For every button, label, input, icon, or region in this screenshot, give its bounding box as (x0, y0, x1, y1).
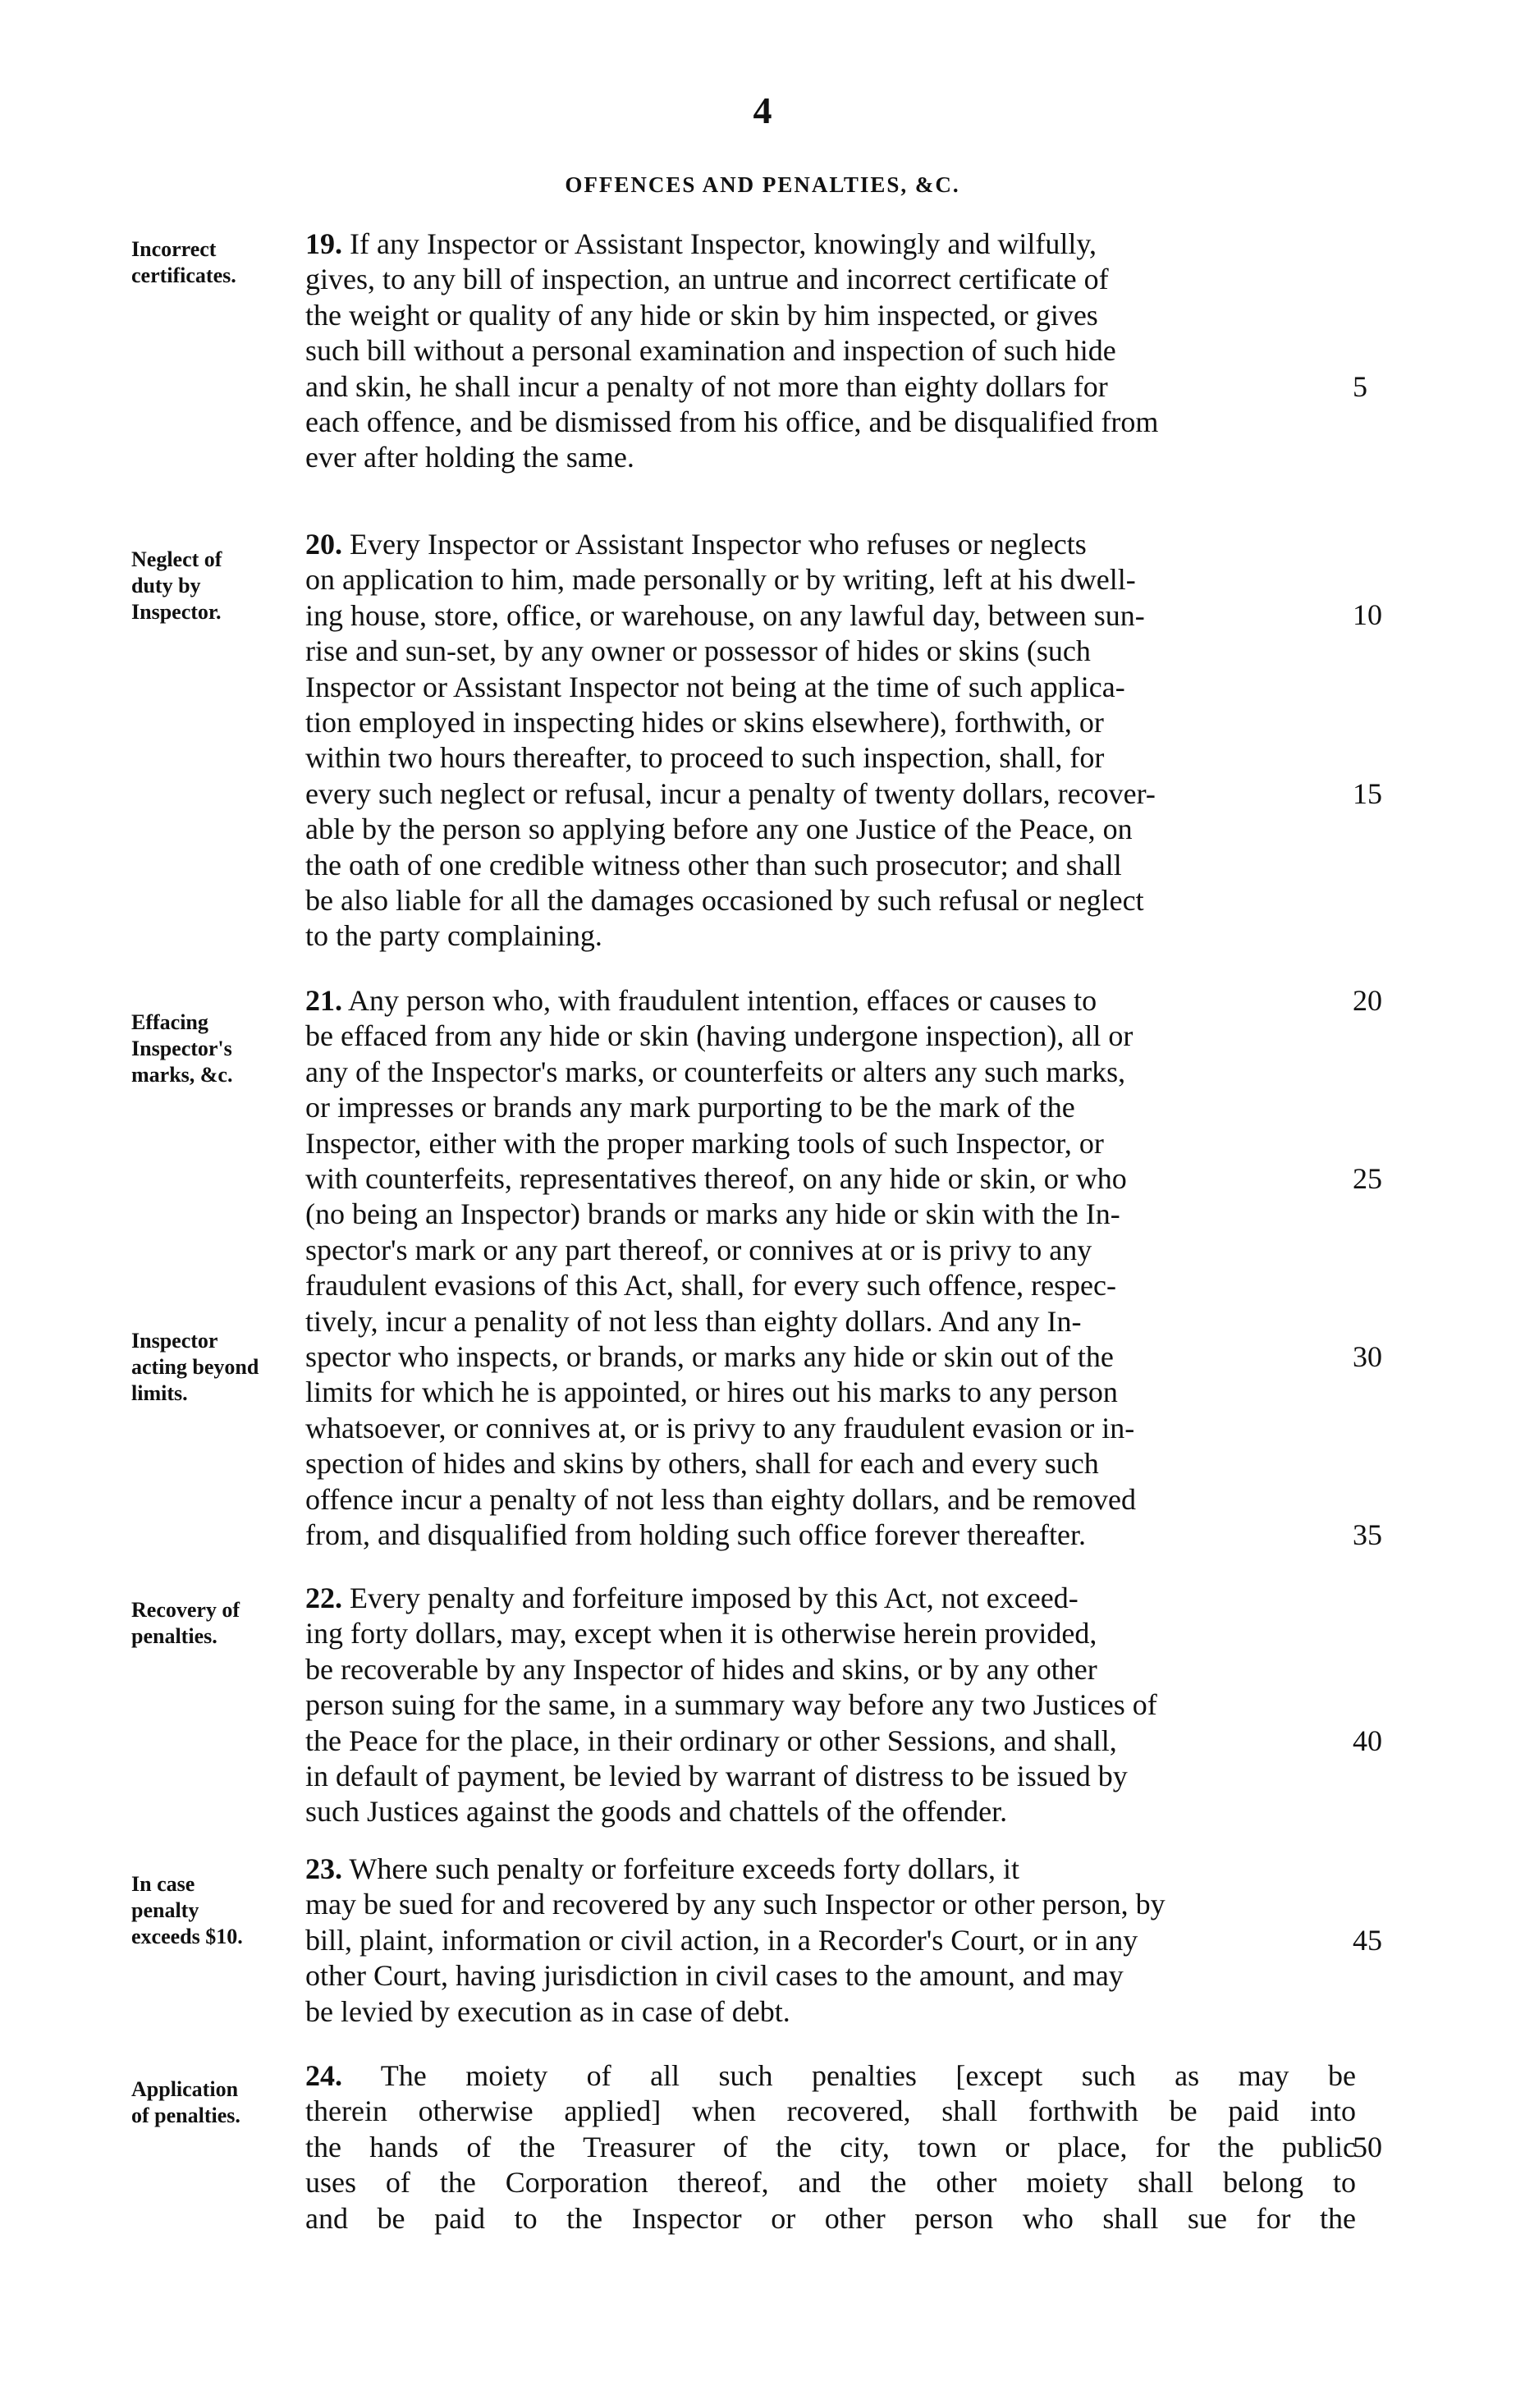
section-20-line: within two hours thereafter, to proceed to such inspection, shall, for (305, 741, 1105, 775)
section-21-line: tively, incur a penality of not less than eighty dollars. And any In- (305, 1304, 1082, 1338)
section-21 (305, 983, 1356, 1554)
section-23 (305, 1852, 1356, 2030)
margin-note-application-of-penalties: Application of penalties. (131, 2077, 240, 2127)
section-21-line: whatsoever, or connives at, or is privy to any fraudulent evasion or in- (305, 1411, 1135, 1444)
section-21-line: (no being an Inspector) brands or marks any hide or skin with the In- (305, 1197, 1120, 1231)
section-21-line: limits for which he is appointed, or hires out his marks to any person (305, 1376, 1118, 1409)
section-number: 22. (305, 1582, 342, 1614)
section-21-line: 21. Any person who, with fraudulent intention, effaces or causes to (305, 984, 1097, 1017)
section-20-line: the oath of one credible witness other than such prosecutor; and shall (305, 848, 1122, 881)
section-20-line: rise and sun-set, by any owner or possessor of hides or skins (such (305, 634, 1091, 668)
section-21-line: offence incur a penalty of not less than eighty dollars, and be removed (305, 1482, 1137, 1516)
section-20-line: able by the person so applying before any one Justice of the Peace, on (305, 813, 1133, 846)
section-21-line: Inspector, either with the proper marking tools of such Inspector, or (305, 1126, 1104, 1160)
section-19-line: and skin, he shall incur a penalty of not more than eighty dollars for (305, 369, 1108, 403)
section-21-line: or impresses or brands any mark purporting to be the mark of the (305, 1091, 1075, 1124)
section-24-line: and be paid to the Inspector or other person who shall sue for the (305, 2201, 1356, 2235)
section-19-line: ever after holding the same. (305, 441, 634, 474)
section-21-line: from, and disqualified from holding such office forever thereafter. (305, 1518, 1086, 1552)
section-22-line: 22. Every penalty and forfeiture imposed by this Act, not exceed- (305, 1582, 1078, 1614)
section-20-line: to the party complaining. (305, 919, 602, 953)
section-22-line: person suing for the same, in a summary way before any two Justices of (305, 1688, 1157, 1722)
line-number: 30 (1353, 1340, 1382, 1373)
section-20-line: Inspector or Assistant Inspector not being at the time of such applica- (305, 670, 1125, 703)
page-number: 4 (753, 89, 772, 131)
section-number: 20. (305, 528, 342, 561)
section-24-line: therein otherwise applied] when recovered, shall forthwith be paid into (305, 2094, 1356, 2128)
margin-note-recovery-of-penalties: Recovery of penalties. (131, 1598, 240, 1648)
section-20-line: tion employed in inspecting hides or skins elsewhere), forthwith, or (305, 706, 1104, 739)
running-head: OFFENCES AND PENALTIES, &C. (565, 172, 960, 197)
section-20-line: on application to him, made personally or by writing, left at his dwell- (305, 563, 1136, 597)
section-20-line: every such neglect or refusal, incur a penalty of twenty dollars, recover- (305, 776, 1156, 810)
section-19 (305, 227, 1356, 476)
section-24-line: the hands of the Treasurer of the city, town or place, for the public (305, 2130, 1356, 2163)
line-number: 45 (1353, 1924, 1382, 1957)
section-22-line: in default of payment, be levied by warrant of distress to be issued by (305, 1760, 1128, 1793)
section-number: 24. (305, 2059, 342, 2092)
section-21-line: spection of hides and skins by others, shall for each and every such (305, 1447, 1099, 1481)
section-19-line: such bill without a personal examination and inspection of such hide (305, 334, 1116, 368)
section-24-line: 24. The moiety of all such penalties [except such as may be (305, 2059, 1356, 2092)
section-21-line: spector who inspects, or brands, or marks any hide or skin out of the (305, 1340, 1114, 1374)
margin-note-incorrect-certificates: Incorrect certificates. (131, 237, 236, 287)
margin-note-inspector-beyond-limits: Inspector acting beyond limits. (131, 1329, 259, 1405)
section-23-line: other Court, having jurisdiction in civil cases to the amount, and may (305, 1959, 1124, 1993)
section-20 (305, 527, 1356, 955)
section-20-line: 20. Every Inspector or Assistant Inspector who refuses or neglects (305, 528, 1087, 561)
line-number: 50 (1353, 2131, 1382, 2163)
margin-note-effacing-marks: Effacing Inspector's marks, &c. (131, 1010, 233, 1087)
section-22-line: the Peace for the place, in their ordinary or other Sessions, and shall, (305, 1724, 1117, 1757)
line-number: 10 (1353, 598, 1382, 631)
section-number: 21. (305, 984, 342, 1017)
section-21-line: any of the Inspector's marks, or counterfeits or alters any such marks, (305, 1055, 1126, 1088)
section-number: 23. (305, 1852, 342, 1885)
section-21-line: fraudulent evasions of this Act, shall, for every such offence, respec- (305, 1269, 1116, 1302)
section-23-line: bill, plaint, information or civil action, in a Recorder's Court, or in any (305, 1923, 1138, 1957)
section-23-line: may be sued for and recovered by any such Inspector or other person, by (305, 1888, 1166, 1921)
margin-note-penalty-exceeds: In case penalty exceeds $10. (131, 1872, 243, 1948)
line-number: 5 (1353, 370, 1367, 403)
line-number: 25 (1353, 1162, 1382, 1195)
section-23-line: 23. Where such penalty or forfeiture exceeds forty dollars, it (305, 1852, 1020, 1885)
section-24 (305, 2058, 1356, 2236)
section-22-line: such Justices against the goods and chattels of the offender. (305, 1795, 1008, 1829)
section-22-line: ing forty dollars, may, except when it is otherwise herein provided, (305, 1617, 1097, 1650)
line-number: 40 (1353, 1724, 1382, 1757)
line-number: 20 (1353, 984, 1382, 1017)
section-20-line: ing house, store, office, or warehouse, on any lawful day, between sun- (305, 598, 1145, 632)
section-24-line: uses of the Corporation thereof, and the other moiety shall belong to (305, 2166, 1356, 2200)
section-23-line: be levied by execution as in case of debt. (305, 1994, 790, 2028)
section-22 (305, 1581, 1356, 1830)
section-21-line: spector's mark or any part thereof, or connives at or is privy to any (305, 1233, 1092, 1266)
line-number: 15 (1353, 777, 1382, 810)
margin-note-neglect-of-duty: Neglect of duty by Inspector. (131, 547, 222, 624)
section-21-line: be effaced from any hide or skin (having undergone inspection), all or (305, 1019, 1133, 1053)
section-19-line: the weight or quality of any hide or skin by him inspected, or gives (305, 298, 1098, 332)
section-19-line: gives, to any bill of inspection, an untrue and incorrect certificate of (305, 263, 1109, 296)
section-20-line: be also liable for all the damages occasioned by such refusal or neglect (305, 884, 1144, 918)
line-number: 35 (1353, 1518, 1382, 1551)
section-number: 19. (305, 227, 342, 260)
section-22-line: be recoverable by any Inspector of hides and skins, or by any other (305, 1652, 1097, 1686)
section-19-line: 19. If any Inspector or Assistant Inspector, knowingly and wilfully, (305, 227, 1097, 260)
section-19-line: each offence, and be dismissed from his office, and be disqualified from (305, 405, 1159, 439)
section-21-line: with counterfeits, representatives thereof, on any hide or skin, or who (305, 1162, 1127, 1196)
